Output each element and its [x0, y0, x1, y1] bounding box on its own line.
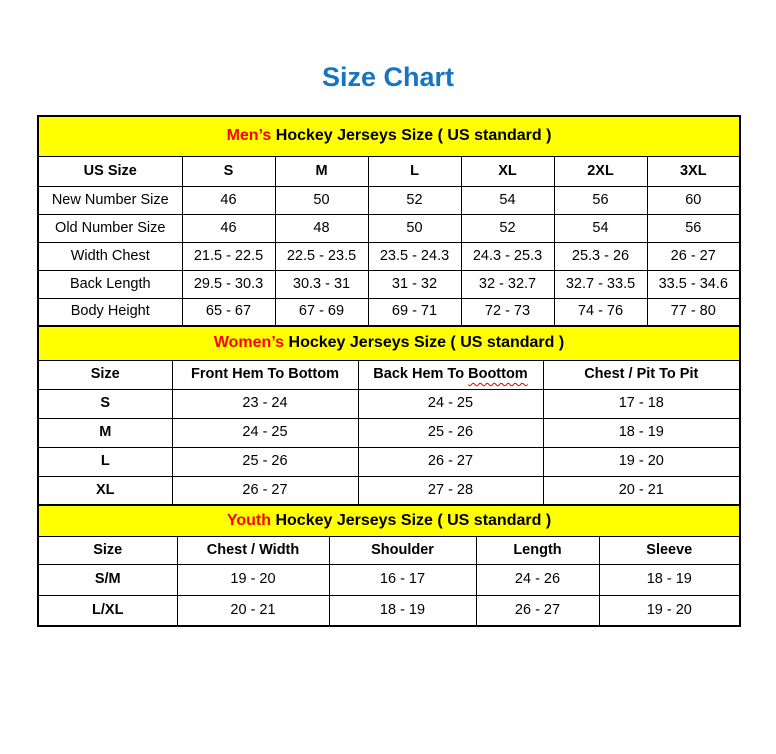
data-cell: 25 - 26	[358, 418, 543, 447]
column-header: 3XL	[647, 156, 740, 186]
data-cell: 19 - 20	[543, 447, 740, 476]
data-cell: 24.3 - 25.3	[461, 242, 554, 270]
section-band	[38, 326, 740, 360]
column-header: Sleeve	[599, 536, 740, 564]
table-row	[38, 564, 740, 595]
band-title-text: Hockey Jerseys Size ( US standard )	[284, 334, 565, 352]
data-cell: 16 - 17	[329, 564, 476, 595]
table-row	[38, 418, 740, 447]
band-highlight-text: Men’s	[226, 127, 272, 145]
data-cell: 67 - 69	[275, 298, 368, 326]
band-highlight-text: Women’s	[213, 334, 285, 352]
column-header: S	[182, 156, 275, 186]
column-header: Chest / Width	[177, 536, 329, 564]
data-cell: 17 - 18	[543, 389, 740, 418]
data-cell: 32 - 32.7	[461, 270, 554, 298]
row-label: Body Height	[38, 298, 182, 326]
data-cell: 65 - 67	[182, 298, 275, 326]
table-row	[38, 389, 740, 418]
data-cell: 21.5 - 22.5	[182, 242, 275, 270]
data-cell: 23.5 - 24.3	[368, 242, 461, 270]
table-row	[38, 242, 740, 270]
data-cell: 56	[554, 186, 647, 214]
data-cell: 77 - 80	[647, 298, 740, 326]
data-cell: 18 - 19	[329, 595, 476, 626]
row-label: M	[38, 418, 172, 447]
data-cell: 48	[275, 214, 368, 242]
size-chart-document	[0, 62, 776, 627]
column-header-row	[38, 360, 740, 389]
row-label: XL	[38, 476, 172, 505]
data-cell: 74 - 76	[554, 298, 647, 326]
row-label: S/M	[38, 564, 177, 595]
column-header-row	[38, 156, 740, 186]
mens-size-table	[37, 115, 741, 327]
column-header: 2XL	[554, 156, 647, 186]
data-cell: 56	[647, 214, 740, 242]
data-cell: 25.3 - 26	[554, 242, 647, 270]
data-cell: 23 - 24	[172, 389, 358, 418]
data-cell: 20 - 21	[177, 595, 329, 626]
data-cell: 26 - 27	[172, 476, 358, 505]
womens-size-table	[37, 325, 741, 506]
table-row	[38, 447, 740, 476]
data-cell: 46	[182, 214, 275, 242]
band-title-text: Hockey Jerseys Size ( US standard )	[271, 511, 552, 529]
data-cell: 22.5 - 23.5	[275, 242, 368, 270]
data-cell: 18 - 19	[543, 418, 740, 447]
data-cell: 31 - 32	[368, 270, 461, 298]
data-cell: 33.5 - 34.6	[647, 270, 740, 298]
column-header: XL	[461, 156, 554, 186]
data-cell: 24 - 25	[358, 389, 543, 418]
column-header: Chest / Pit To Pit	[543, 360, 740, 389]
column-header: M	[275, 156, 368, 186]
row-label: Back Length	[38, 270, 182, 298]
data-cell: 46	[182, 186, 275, 214]
column-header-row	[38, 536, 740, 564]
table-row	[38, 270, 740, 298]
data-cell: 26 - 27	[358, 447, 543, 476]
table-row	[38, 186, 740, 214]
data-cell: 54	[461, 186, 554, 214]
data-cell: 19 - 20	[599, 595, 740, 626]
page-title: Size Chart	[321, 62, 455, 92]
table-row	[38, 214, 740, 242]
row-label: S	[38, 389, 172, 418]
column-header: Front Hem To Bottom	[172, 360, 358, 389]
data-cell: 72 - 73	[461, 298, 554, 326]
column-header: L	[368, 156, 461, 186]
section-band-row	[38, 116, 740, 156]
row-label: L	[38, 447, 172, 476]
youth-size-table	[37, 504, 741, 627]
data-cell: 26 - 27	[476, 595, 599, 626]
band-highlight-text: Youth	[226, 511, 272, 529]
data-cell: 30.3 - 31	[275, 270, 368, 298]
data-cell: 32.7 - 33.5	[554, 270, 647, 298]
column-header	[358, 360, 543, 389]
table-row	[38, 595, 740, 626]
row-label: Old Number Size	[38, 214, 182, 242]
data-cell: 27 - 28	[358, 476, 543, 505]
data-cell: 29.5 - 30.3	[182, 270, 275, 298]
section-band-row	[38, 326, 740, 360]
data-cell: 50	[275, 186, 368, 214]
column-header: Size	[38, 360, 172, 389]
data-cell: 26 - 27	[647, 242, 740, 270]
row-label: L/XL	[38, 595, 177, 626]
table-row	[38, 298, 740, 326]
table-row	[38, 476, 740, 505]
data-cell: 69 - 71	[368, 298, 461, 326]
data-cell: 52	[461, 214, 554, 242]
data-cell: 54	[554, 214, 647, 242]
row-label: Width Chest	[38, 242, 182, 270]
data-cell: 24 - 25	[172, 418, 358, 447]
column-header: Shoulder	[329, 536, 476, 564]
data-cell: 60	[647, 186, 740, 214]
data-cell: 50	[368, 214, 461, 242]
column-header: Length	[476, 536, 599, 564]
row-label: New Number Size	[38, 186, 182, 214]
misspelled-word-squiggle: Boottom	[468, 366, 528, 383]
data-cell: 52	[368, 186, 461, 214]
data-cell: 25 - 26	[172, 447, 358, 476]
band-title-text: Hockey Jerseys Size ( US standard )	[271, 127, 552, 145]
section-band	[38, 116, 740, 156]
section-band	[38, 505, 740, 536]
data-cell: 20 - 21	[543, 476, 740, 505]
data-cell: 18 - 19	[599, 564, 740, 595]
column-header: Size	[38, 536, 177, 564]
data-cell: 19 - 20	[177, 564, 329, 595]
data-cell: 24 - 26	[476, 564, 599, 595]
column-header-text: Back Hem To	[373, 366, 469, 383]
column-header: US Size	[38, 156, 182, 186]
section-band-row	[38, 505, 740, 536]
